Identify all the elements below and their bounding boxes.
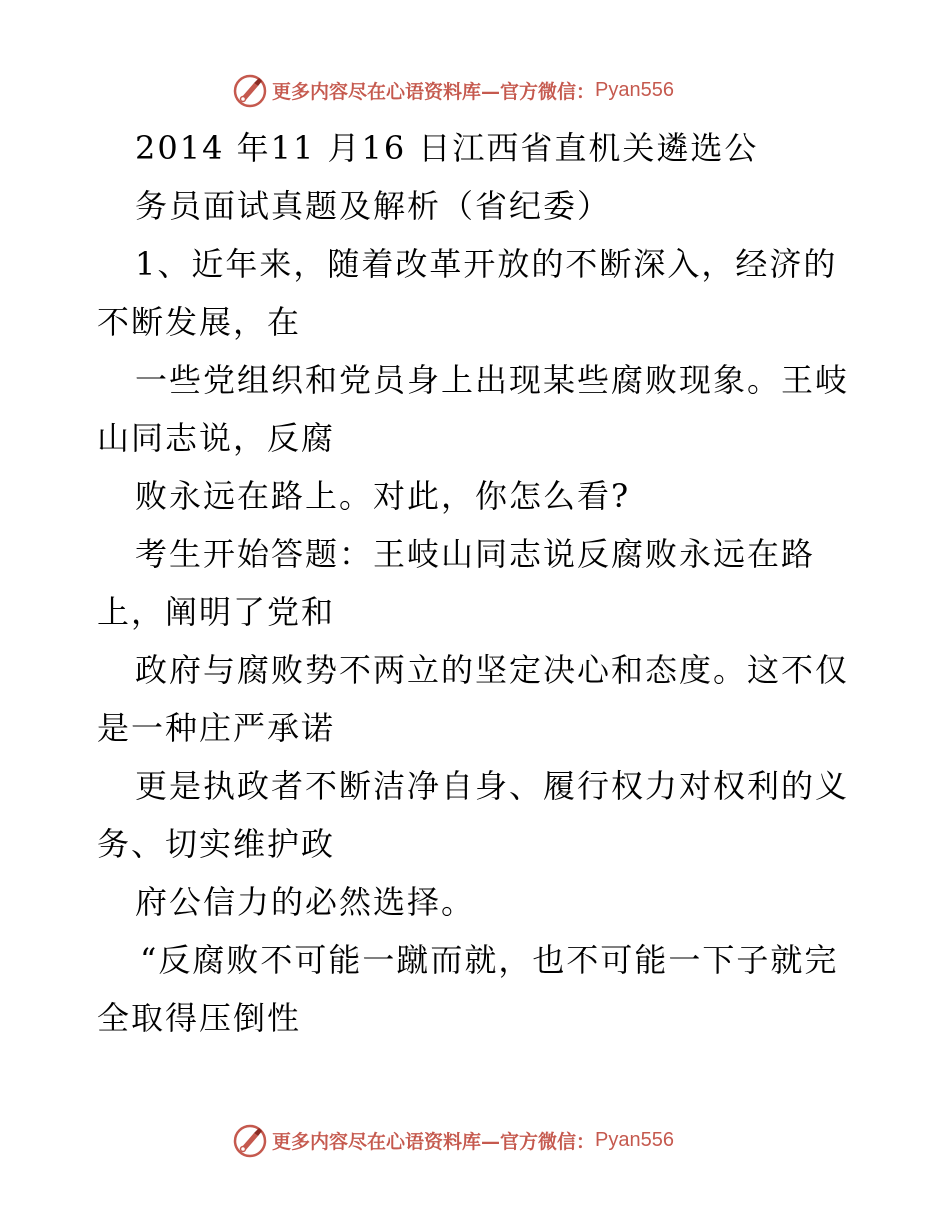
banner-wechat-id: Pyan556 xyxy=(595,1128,674,1151)
paragraph-line: 更是执政者不断洁净自身、履行权力对权利的义 xyxy=(135,767,850,805)
banner-wechat-id: Pyan556 xyxy=(595,78,674,101)
paragraph-line: 全取得压倒性 xyxy=(97,999,302,1037)
paragraph-line: 败永远在路上。对此，你怎么看? xyxy=(135,477,631,515)
title-line-1: 2014 年11 月16 日江西省直机关遴选公 xyxy=(135,129,759,167)
paragraph-line: 考生开始答题：王岐山同志说反腐败永远在路 xyxy=(135,535,816,573)
paragraph-line: “反腐败不可能一蹴而就，也不可能一下子就完 xyxy=(140,941,839,979)
pen-logo-icon xyxy=(232,1122,268,1158)
banner-text: 更多内容尽在心语资料库—官方微信： xyxy=(272,1130,596,1153)
paragraph-line: 不断发展，在 xyxy=(97,303,302,341)
banner-text: 更多内容尽在心语资料库—官方微信： xyxy=(272,80,596,103)
title-line-2: 务员面试真题及解析（省纪委） xyxy=(135,187,612,225)
paragraph-line: 是一种庄严承诺 xyxy=(97,709,336,747)
paragraph-line: 上，阐明了党和 xyxy=(97,593,336,631)
paragraph-line: 山同志说，反腐 xyxy=(97,419,336,457)
footer-banner xyxy=(232,1120,674,1160)
paragraph-line: 府公信力的必然选择。 xyxy=(135,883,476,921)
paragraph-line: 1、近年来，随着改革开放的不断深入，经济的 xyxy=(135,245,838,283)
paragraph-line: 务、切实维护政 xyxy=(97,825,336,863)
paragraph-line: 政府与腐败势不两立的坚定决心和态度。这不仅 xyxy=(135,651,850,689)
paragraph-line: 一些党组织和党员身上出现某些腐败现象。王岐 xyxy=(135,361,850,399)
